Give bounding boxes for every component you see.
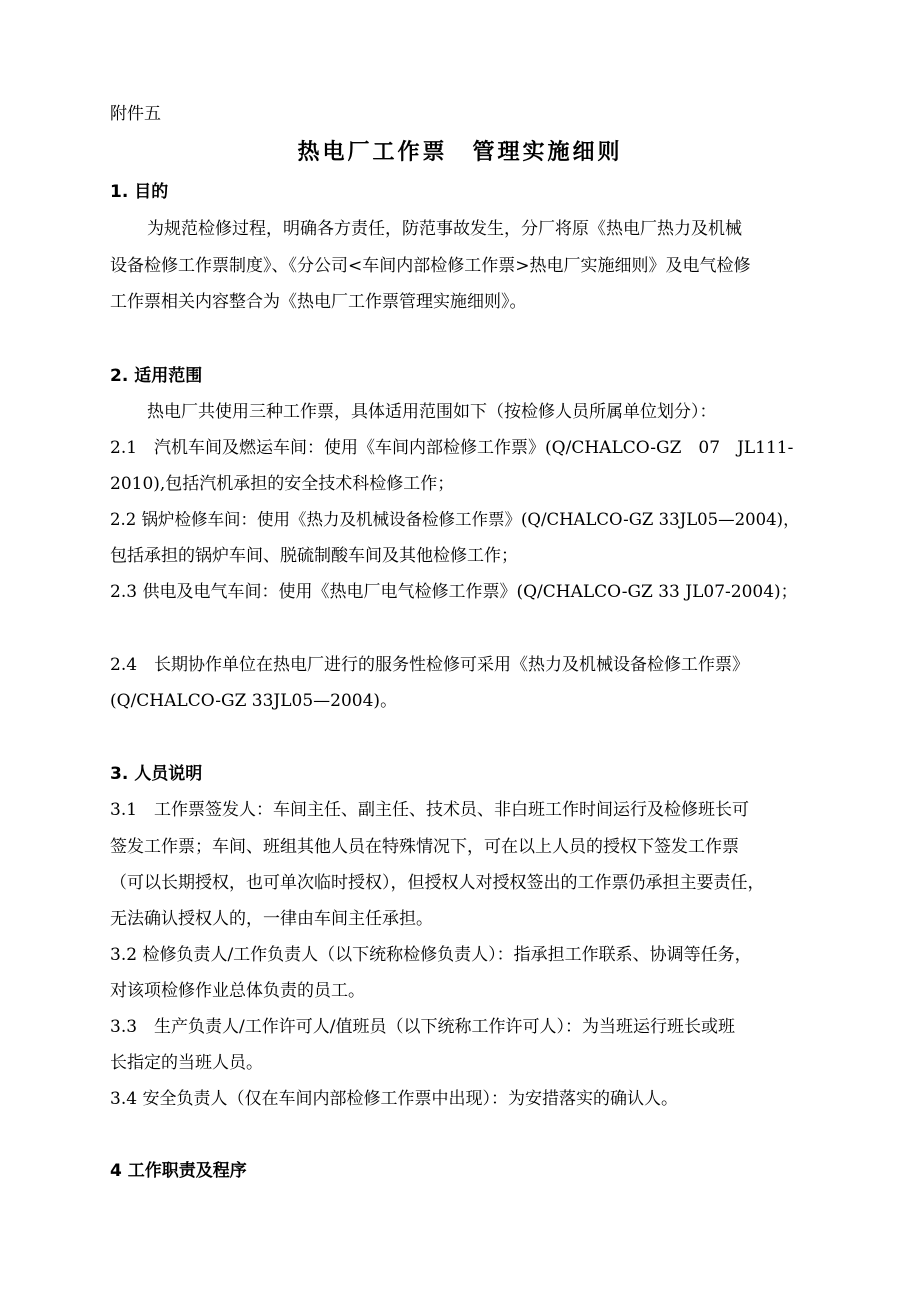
paragraph-line: 3.4 安全负责人（仅在车间内部检修工作票中出现）：为安措落实的确认人。 xyxy=(110,1089,678,1109)
section-heading: 2. 适用范围 xyxy=(110,366,203,386)
paragraph-line: 为规范检修过程，明确各方责任，防范事故发生，分厂将原《热电厂热力及机械 xyxy=(147,219,742,239)
paragraph-line: 2.3 供电及电气车间：使用《热电厂电气检修工作票》(Q/CHALCO-GZ 33 JL07-2004)； xyxy=(110,582,798,602)
paragraph-line: （可以长期授权，也可单次临时授权），但授权人对授权签出的工作票仍承担主要责任， xyxy=(110,873,765,893)
paragraph-line: 设备检修工作票制度》、《分公司<车间内部检修工作票>热电厂实施细则》及电气检修 xyxy=(110,256,751,276)
page-title: 热电厂工作票 管理实施细则 xyxy=(297,140,623,165)
section-heading: 3. 人员说明 xyxy=(110,764,203,784)
paragraph-line: 热电厂共使用三种工作票，具体适用范围如下（按检修人员所属单位划分）： xyxy=(147,402,717,422)
paragraph-line: 工作票相关内容整合为《热电厂工作票管理实施细则》。 xyxy=(110,292,527,312)
paragraph-line: 3.1 工作票签发人：车间主任、副主任、技术员、非白班工作时间运行及检修班长可 xyxy=(110,800,750,820)
paragraph-line: 签发工作票；车间、班组其他人员在特殊情况下，可在以上人员的授权下签发工作票 xyxy=(110,837,739,857)
paragraph-line: (Q/CHALCO-GZ 33JL05—2004)。 xyxy=(110,691,398,711)
paragraph-line: 对该项检修作业总体负责的员工。 xyxy=(110,981,365,1001)
paragraph-line: 2.2 锅炉检修车间：使用《热力及机械设备检修工作票》(Q/CHALCO-GZ 33JL05—2004)， xyxy=(110,510,800,529)
paragraph-line: 长指定的当班人员。 xyxy=(110,1053,263,1073)
paragraph-line: 2.4 长期协作单位在热电厂进行的服务性检修可采用《热力及机械设备检修工作票》 xyxy=(110,655,750,675)
paragraph-line: 3.2 检修负责人/工作负责人（以下统称检修负责人）：指承担工作联系、协调等任务， xyxy=(110,945,752,965)
paragraph-line: 3.3 生产负责人/工作许可人/值班员（以下统称工作许可人）：为当班运行班长或班 xyxy=(110,1017,735,1037)
paragraph-line: 包括承担的锅炉车间、脱硫制酸车间及其他检修工作； xyxy=(110,546,518,566)
section-heading: 1. 目的 xyxy=(110,182,169,202)
attachment-label: 附件五 xyxy=(110,104,161,124)
paragraph-line: 2.1 汽机车间及燃运车间：使用《车间内部检修工作票》(Q/CHALCO-GZ 07 JL111- xyxy=(110,438,794,458)
section-heading: 4 工作职责及程序 xyxy=(110,1161,247,1181)
paragraph-line: 2010),包括汽机承担的安全技术科检修工作； xyxy=(110,474,455,494)
paragraph-line: 无法确认授权人的，一律由车间主任承担。 xyxy=(110,909,433,929)
